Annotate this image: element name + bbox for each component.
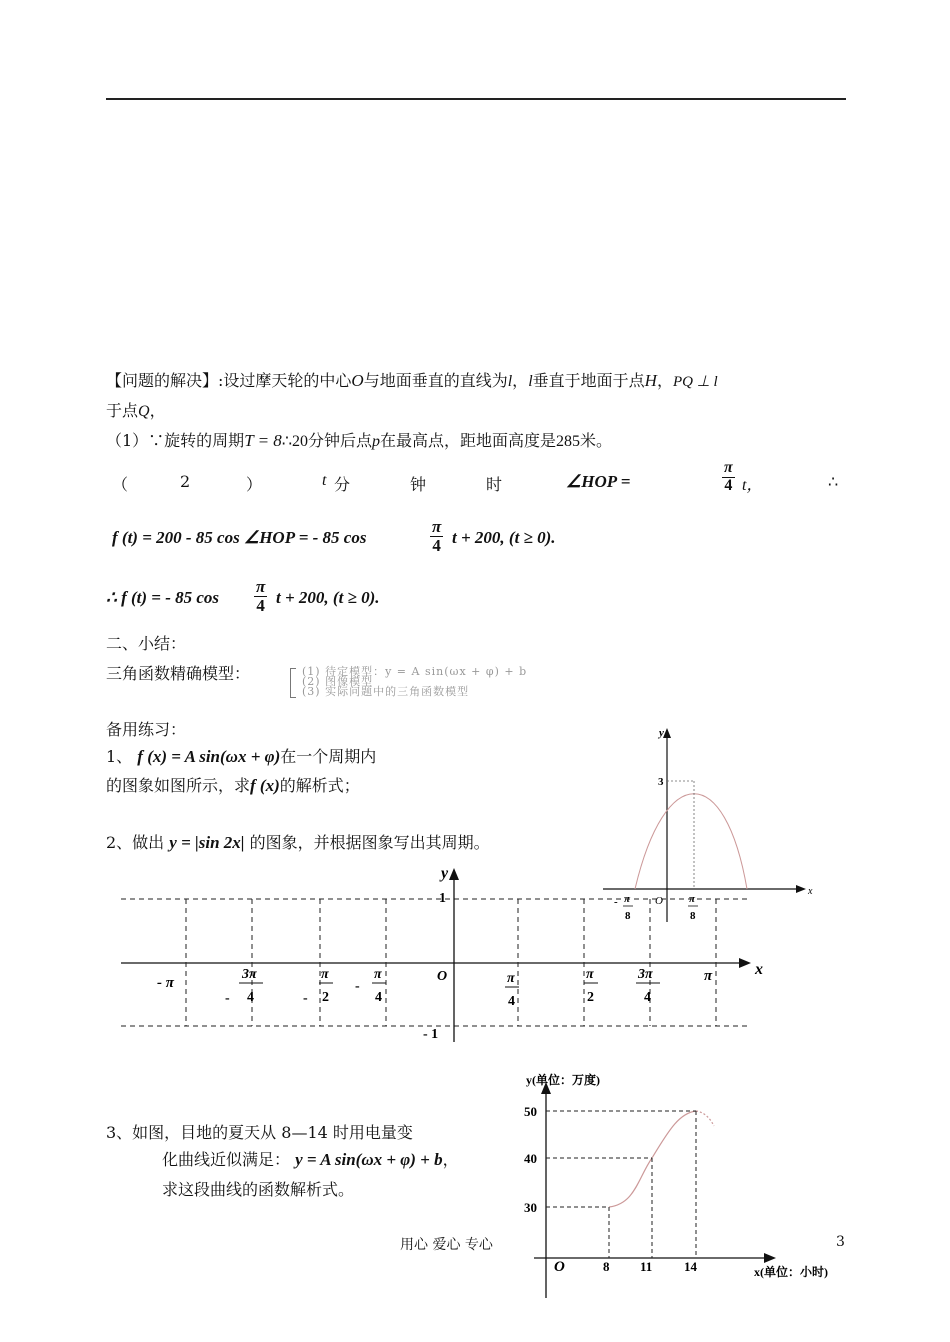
fig2-num-neg-pi4: π bbox=[374, 967, 382, 982]
problem-comma-2: ， bbox=[656, 371, 673, 390]
fig1-minus: - bbox=[614, 896, 618, 908]
exercise-3-comma: ， bbox=[442, 1150, 459, 1169]
part2-char-zhong: 钟 bbox=[410, 475, 427, 494]
exercise-1-number: 1、 bbox=[106, 747, 133, 766]
exercise-2-function: y = |sin 2x| bbox=[169, 833, 245, 852]
exercises-title: 备用练习： bbox=[106, 720, 187, 739]
part2-tail: t， bbox=[742, 477, 763, 494]
fig2-num-3pi4: 3π bbox=[638, 967, 653, 982]
problem-line-1 bbox=[106, 368, 718, 391]
var-l: l bbox=[507, 373, 513, 390]
exercise-1-line-2 bbox=[106, 773, 360, 796]
frac-den: 4 bbox=[256, 595, 265, 615]
part1-text-3: 米。 bbox=[580, 431, 613, 450]
equation-1-lhs: f (t) = 200 - 85 cos ∠HOP = - 85 cos bbox=[112, 528, 367, 547]
exercise-3-function: y = A sin(ωx + φ) + b bbox=[295, 1150, 443, 1169]
summary-line-2: (2) 图像模型 bbox=[302, 675, 374, 688]
fig1-x-arrow bbox=[796, 885, 806, 893]
part2-char-shi: 时 bbox=[486, 475, 503, 494]
var-Q: Q bbox=[138, 403, 150, 420]
frac-pi-4-c bbox=[254, 578, 267, 615]
exercise-1-function: f (x) = A sin(ωx + φ) bbox=[137, 747, 281, 766]
problem-text-4: 于点 bbox=[106, 401, 139, 420]
fig2-sign-neg-pi4: - bbox=[355, 979, 360, 994]
fig2-den-pi2: 2 bbox=[587, 990, 594, 1005]
fig2-den-3pi4: 4 bbox=[644, 990, 651, 1005]
exercise-1-tail-2: 的解析式； bbox=[279, 776, 360, 795]
fig2-num-pi4: π bbox=[507, 971, 515, 986]
figure-3-usage-curve bbox=[520, 1068, 870, 1308]
left-brace bbox=[290, 668, 296, 698]
frac-pi-4-a bbox=[722, 460, 735, 495]
var-l-2: l bbox=[528, 373, 533, 390]
fig2-sign-neg-pi2: - bbox=[303, 991, 308, 1006]
fig3-y-label: y(单位：万度) bbox=[526, 1073, 600, 1087]
var-t: t bbox=[322, 472, 327, 489]
fig2-y-label: y bbox=[441, 865, 449, 882]
fig3-origin: O bbox=[554, 1259, 565, 1275]
fig2-den-neg-3pi4: 4 bbox=[247, 990, 254, 1005]
problem-text-3: 垂直于地面于点 bbox=[532, 371, 645, 390]
exercise-2-tail: 的图象，并根据图象写出其周期。 bbox=[249, 833, 490, 852]
therefore-symbol-2: ∴ bbox=[828, 472, 839, 491]
equation-2-frac bbox=[252, 578, 269, 615]
fig1-y-arrow bbox=[663, 728, 671, 738]
fig3-tick-14: 14 bbox=[684, 1259, 697, 1274]
part1-line bbox=[106, 428, 612, 451]
equation-1-frac bbox=[428, 518, 445, 555]
fig2-den-pi4: 4 bbox=[508, 994, 515, 1009]
exercise-1-text: 的图象如图所示，求 bbox=[106, 776, 251, 795]
fig3-tick-8: 8 bbox=[603, 1259, 610, 1274]
part2-char-fen: 分 bbox=[334, 475, 351, 494]
fig2-tick-minus-1: - 1 bbox=[423, 1027, 439, 1042]
exercise-2-line bbox=[106, 830, 490, 853]
fig1-pi8-num: π bbox=[689, 893, 696, 905]
exercise-2-head: 2、做出 bbox=[106, 833, 165, 852]
part1-text-2: 在最高点，距地面高度是 bbox=[380, 431, 557, 450]
value-20: 20 bbox=[292, 433, 308, 450]
part1-text-1: 分钟后点 bbox=[308, 431, 373, 450]
problem-text-1: 设过摩天轮的中心 bbox=[223, 371, 352, 390]
frac-num: π bbox=[724, 459, 733, 476]
summary-line-3: (3) 实际问题中的三角函数模型 bbox=[302, 685, 470, 698]
fig3-curve-extension bbox=[696, 1111, 714, 1126]
problem-comma: ， bbox=[512, 371, 529, 390]
part2-paren-close: ） bbox=[246, 475, 263, 494]
problem-lead: 【问题的解决】: bbox=[106, 371, 224, 390]
fig3-tick-11: 11 bbox=[640, 1259, 653, 1274]
exercise-1-fx: f (x) bbox=[250, 776, 280, 795]
frac-den: 4 bbox=[724, 476, 733, 494]
frac-den: 4 bbox=[432, 535, 441, 555]
summary-label: 三角函数精确模型： bbox=[106, 664, 251, 683]
exercise-1-line-1 bbox=[106, 744, 376, 767]
exercise-1-tail: 在一个周期内 bbox=[280, 747, 377, 766]
part2-number: 2 bbox=[180, 472, 191, 491]
value-285: 285 bbox=[556, 433, 581, 450]
var-p: p bbox=[372, 433, 381, 450]
therefore-symbol: ∴ bbox=[281, 431, 292, 450]
fig1-origin: O bbox=[655, 895, 663, 907]
fig2-sign-neg-3pi4: - bbox=[225, 991, 230, 1006]
part2-paren-open: （ bbox=[112, 475, 129, 494]
summary-title: 二、小结： bbox=[106, 634, 187, 653]
equation-2-lhs: ∴ f (t) = - 85 cos bbox=[106, 588, 220, 607]
fig2-tick-pi: π bbox=[704, 968, 713, 984]
var-H: H bbox=[644, 371, 657, 390]
exercise-3-line-3: 求这段曲线的函数解析式。 bbox=[162, 1180, 355, 1199]
fig2-tick-1: 1 bbox=[439, 891, 446, 906]
problem-text-2: 与地面垂直的直线为 bbox=[363, 371, 508, 390]
fig1-tick-3: 3 bbox=[658, 776, 664, 788]
figure-2-grid bbox=[115, 862, 775, 1047]
fig2-num-pi2: π bbox=[586, 967, 594, 982]
fig1-pi8-den: 8 bbox=[690, 910, 696, 922]
fig3-x-label: x(单位：小时) bbox=[754, 1265, 828, 1279]
fig2-den-neg-pi2: 2 bbox=[322, 990, 329, 1005]
period-T: T = 8 bbox=[244, 431, 282, 450]
frac-num: π bbox=[256, 577, 266, 596]
summary-line-1: (1) 待定模型：y = A sin(ωx + φ) + b bbox=[302, 665, 528, 678]
summary-brace-block bbox=[290, 666, 830, 700]
page-number: 3 bbox=[836, 1234, 845, 1250]
footer-motto: 用心 爱心 专心 bbox=[400, 1237, 493, 1253]
fig2-den-neg-pi4: 4 bbox=[375, 990, 382, 1005]
fig2-num-neg-3pi4: 3π bbox=[242, 967, 257, 982]
exercise-3-line-1: 3、如图，目地的夏天从 8—14 时用电量变 bbox=[106, 1123, 413, 1142]
frac-pi-4-b bbox=[430, 518, 443, 555]
problem-comma-3: ， bbox=[149, 401, 166, 420]
frac-pi-over-4 bbox=[720, 460, 737, 495]
exercise-3-line-2 bbox=[162, 1147, 459, 1170]
fig2-num-neg-pi2: π bbox=[321, 967, 329, 982]
fig2-tick-neg-pi: - π bbox=[157, 975, 174, 991]
fig2-x-arrow bbox=[739, 958, 751, 968]
frac-num: π bbox=[432, 517, 442, 536]
fig1-x-label: x bbox=[808, 886, 813, 897]
var-O: O bbox=[351, 371, 364, 390]
fig1-neg-pi8-den: 8 bbox=[625, 910, 631, 922]
fig3-tick-30: 30 bbox=[524, 1200, 537, 1215]
equation-2-rhs: t + 200, (t ≥ 0). bbox=[276, 588, 380, 607]
fig2-y-arrow bbox=[449, 868, 459, 880]
fig2-origin: O bbox=[437, 969, 448, 984]
top-rule bbox=[106, 98, 846, 100]
equation-1-rhs: t + 200, (t ≥ 0). bbox=[452, 528, 556, 547]
problem-line-2 bbox=[106, 398, 166, 421]
part1-label: （1）∵旋转的周期 bbox=[106, 431, 245, 450]
fig3-x-arrow bbox=[764, 1253, 776, 1263]
perp-expression: PQ ⊥ l bbox=[672, 374, 718, 390]
fig1-y-label: y bbox=[659, 727, 664, 739]
angle-HOP: ∠HOP = bbox=[566, 472, 631, 491]
fig3-tick-40: 40 bbox=[524, 1151, 537, 1166]
exercise-3-head: 化曲线近似满足： bbox=[162, 1150, 291, 1169]
fig3-tick-50: 50 bbox=[524, 1104, 537, 1119]
fig2-x-label: x bbox=[755, 961, 763, 978]
fig1-neg-pi8-num: π bbox=[624, 893, 631, 905]
